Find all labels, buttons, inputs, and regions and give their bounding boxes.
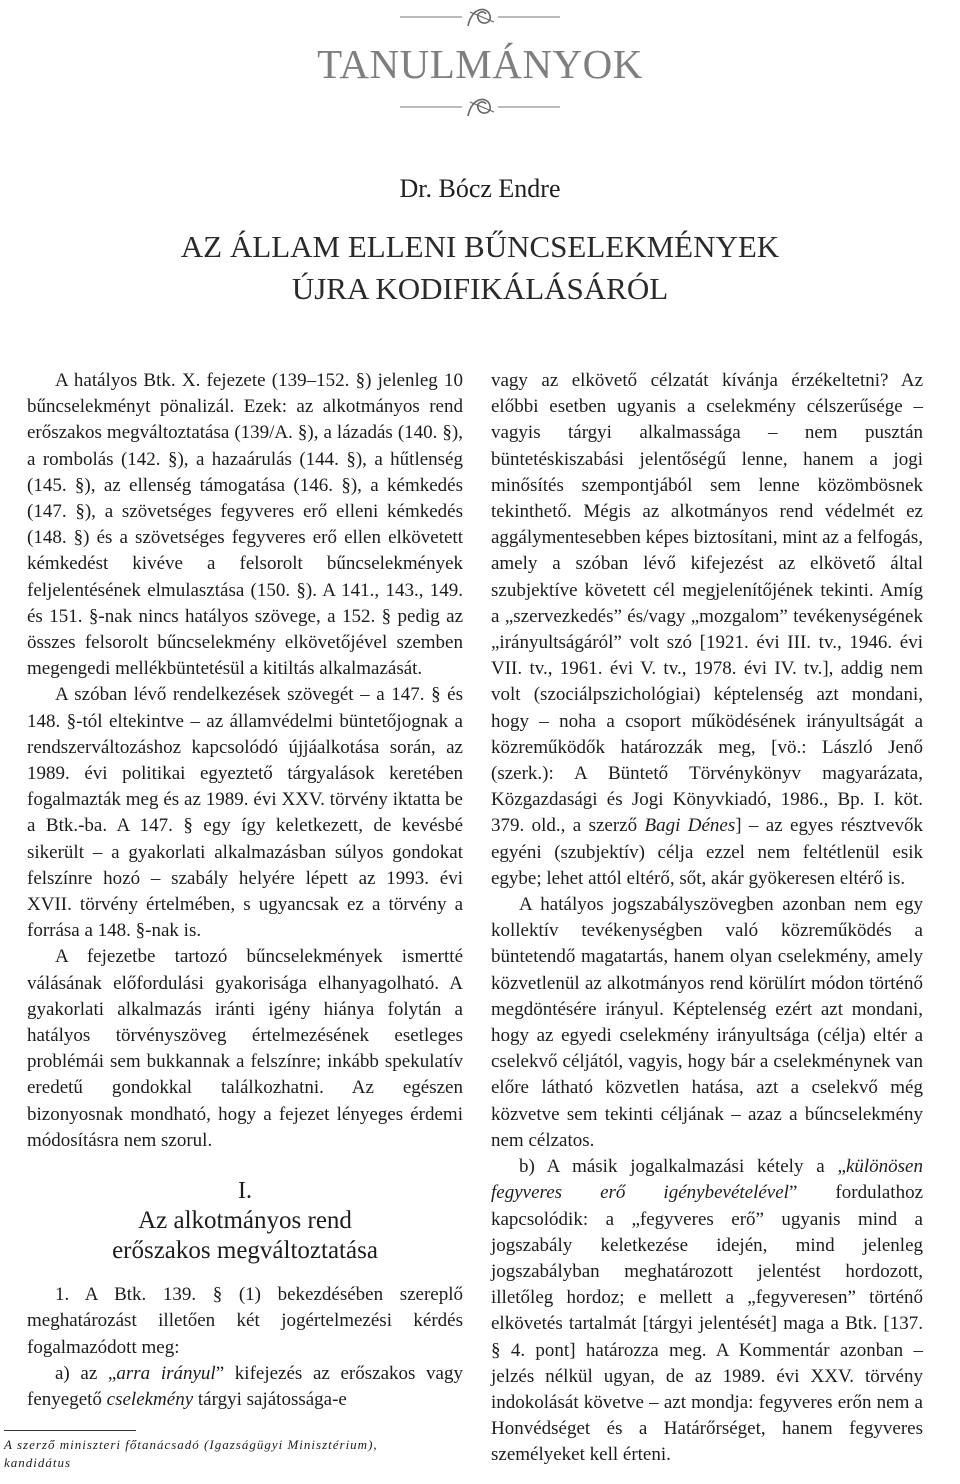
- section-heading-number: I.: [238, 1178, 252, 1205]
- paragraph-continued: [491, 368, 923, 892]
- paragraph-b: [491, 1154, 923, 1468]
- footnote-line-1: A szerző miniszteri főtanácsadó (Igazságügyi Minisztérium),: [4, 1437, 378, 1452]
- text-fragment: vagy az elkövető célzatát kívánja érzékeltetni? Az előbbi esetben ugyanis a cselekmény célszerűsége – vagyis tárgyi alkalmassága – nem pusztán büntetéskiszabási jelentőségű lenne, hanem a jogi minősítés szempontjából sem lenne közömbösnek tekinthető. Mégis az alkotmányos rend védelmét ez aggálymentesebben képes biztosítani, mint az a felfogás, amely a szóban lévő kifejezést az elkövető által szubjektíve követett cél megjelenítőjének tekinti. Amíg a „szervezkedés” és/vagy „mozgalom” tevékenységének „irányultságáról” volt szó [1921. évi III. tv., 1946. évi VII. tv., 1961. évi V. tv., 1978. évi IV. tv.], addig nem volt (szociálpszichológiai) képtelenség azt mondani, hogy – noha a csoport működésének irányultságát a közreműködők határozzák meg, [vö.: László Jenő (szerk.): A Büntető Törvénykönyv magyarázata, Közgazdasági és Jogi Könyvkiadó, 1986., Bp. I. köt. 379. old., a szerző: [491, 370, 923, 837]
- ornament-top: [0, 2, 960, 32]
- text-fragment: ] – az egyes résztvevők egyéni (szubjektív) célja ezzel nem feltétlenül esik egybe; lehet attól eltérő, sőt, akár gyökeresen eltérő is.: [491, 815, 923, 889]
- paragraph-a: [27, 1361, 463, 1413]
- paragraph: A szóban lévő rendelkezések szövegét – a 147. § és 148. §-tól eltekintve – az államvédelmi büntetőjognak a rendszerváltozáshoz kapcsolódó újjáalkotása során, az 1989. évi politikai egyeztető tárgyalások keretében fogalmazták meg és az 1989. évi XXV. törvény iktatta be a Btk.-ba. A 147. § egy így keletkezett, de kevésbé sikerült – a gyakorlati alkalmazásban súlyos gondokat felszínre hozó – szabály helyére lépett az 1993. évi XVII. törvény értelmében, s ugyancsak ez a törvény a forrása a 148. §-nak is.: [27, 684, 463, 942]
- article-title-line-1: AZ ÁLLAM ELLENI BŰNCSELEKMÉNYEK: [180, 229, 780, 264]
- left-column: [27, 368, 463, 1413]
- section-heading: [27, 1176, 463, 1266]
- article-title-line-2: ÚJRA KODIFIKÁLÁSÁRÓL: [291, 271, 669, 306]
- text-fragment: b) A másik jogalkalmazási kétely a „: [519, 1156, 846, 1178]
- italic-term: arra irányul: [116, 1362, 216, 1384]
- italic-name: Bagi Dénes: [644, 815, 736, 837]
- italic-phrase: különösen fegyveres erő igénybevételével: [491, 1156, 923, 1204]
- paragraph: A hatályos jogszabályszövegben azonban nem egy kollektív tevékenységben való közreműködés a büntetendő magatartás, hanem olyan cselekmény, amely közvetlenül az alkotmányos rend körülírt módon történő megdöntésére irányul. Képtelenség ezért azt mondani, hogy az egyedi cselekmény irányultsága (célja) eltér a cselekvő céljától, vagyis, hogy bár a cselekménynek van előre látható közvetlen hatása, azt a cselekvő még közvetve sem tekinti céljának – azaz a bűncselekmény nem célzatos.: [491, 894, 923, 1151]
- italic-term: cselekmény: [106, 1388, 194, 1410]
- article-title: [0, 226, 960, 310]
- text-fragment: ” kifejezés az erőszakos vagy fenyegető: [27, 1362, 463, 1410]
- section-heading-line-2: erőszakos megváltoztatása: [112, 1237, 378, 1265]
- section-heading-line-1: Az alkotmányos rend: [138, 1207, 352, 1235]
- paragraph: A hatályos Btk. X. fejezete (139–152. §) jelenleg 10 bűncselekményt pönalizál. Ezek: az alkotmányos rend erőszakos megváltoztatása (139/A. §), a lázadás (140. §), a rombolás (142. §), a hazaárulás (144. §), a hűtlenség (145. §), az ellenség támogatása (146. §), a kémkedés (147. §), a szövetséges fegyveres erő elleni kémkedés (148. §) és a szövetséges fegyveres erő ellen elkövetett kémkedést kivéve a felsorolt bűncselekmények feljelentésének elmulasztása (150. §). A 141., 143., 149. és 151. §-nak nincs hatályos szövege, a 152. § pedig az összes felsorolt bűncselekmény elkövetőjével szemben megengedi mellékbüntetésül a kitiltás alkalmazását.: [27, 370, 463, 680]
- right-column: [491, 368, 923, 1469]
- text-fragment: ” fordulathoz kapcsolódik: a „fegyveres erő” ugyanis mind a jogszabály keletkezése idején, mind jelenleg jogszabályban meghatározott jelentést hordozott, illetőleg hordoz; e mellett a „fegyveresen” történő elkövetés tartalmát [tárgyi jelentését] maga a Btk. [137. § 4. pont] határozza meg. A Kommentár azonban – jelzés nélkül ugyan, de az 1989. évi XXV. törvény indokolását követve – azt mondja: fegyveres erőn nem a Honvédséget és a Határőrséget, hanem fegyveres személyeket kell érteni.: [491, 1182, 924, 1466]
- text-fragment: tárgyi sajátossága-e: [193, 1388, 347, 1410]
- paragraph: 1. A Btk. 139. § (1) bekezdésében szereplő meghatározást illetően két jogértelmezési kérdés fogalmazódott meg:: [27, 1284, 463, 1358]
- text-fragment: a) az „: [55, 1362, 117, 1384]
- section-title: TANULMÁNYOK: [317, 41, 643, 87]
- paragraph: A fejezetbe tartozó bűncselekmények ismertté válásának előfordulási gyakorisága elhanyagolható. A gyakorlati alkalmazás iránti igény hiánya folytán a hatályos törvényszöveg értelmezésének esetleges problémái sem bukkannak a felszínre; inkább spekulatív eredetű gondokkal találkozhatni. Az egészen bizonyosnak mondható, hogy a fejezet lényeges érdemi módosításra nem szorul.: [27, 946, 463, 1151]
- footnote: [4, 1436, 474, 1472]
- author-name: Dr. Bócz Endre: [399, 174, 561, 203]
- ornament-bottom: [0, 92, 960, 122]
- footnote-line-2: kandidátus: [4, 1455, 72, 1470]
- footnote-rule: [4, 1430, 136, 1431]
